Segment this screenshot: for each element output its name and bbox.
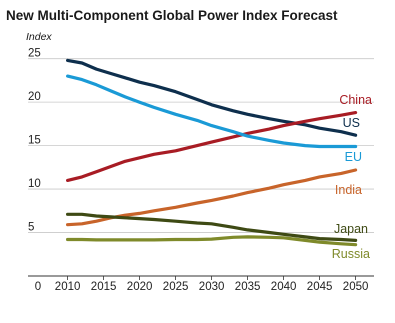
x-tick-label: 2045 — [306, 281, 333, 293]
y-tick-label: 10 — [28, 178, 41, 191]
tick-labels — [28, 48, 368, 293]
y-axis-label: Index — [26, 31, 52, 43]
series-labels — [332, 93, 372, 261]
x-tick-label: 2030 — [198, 281, 225, 293]
y-tick-label: 15 — [28, 134, 41, 147]
x-tick-label: 2010 — [54, 281, 81, 293]
series-label-us: US — [342, 116, 360, 130]
chart-title: New Multi-Component Global Power Index Forecast — [6, 8, 338, 23]
x-tick-label: 2035 — [234, 281, 261, 293]
axes — [28, 276, 374, 280]
x-tick-label: 2020 — [126, 281, 153, 293]
x-tick-label: 2015 — [90, 281, 117, 293]
series-label-china: China — [339, 93, 372, 107]
series-label-india: India — [334, 183, 362, 197]
series-lines — [68, 60, 356, 244]
series-label-eu: EU — [344, 150, 362, 164]
series-label-russia: Russia — [331, 247, 370, 261]
series-line-japan — [68, 214, 356, 240]
x-tick-label: 2050 — [342, 281, 369, 293]
series-line-eu — [68, 76, 356, 146]
y-tick-label: 5 — [28, 221, 35, 234]
x-tick-label: 0 — [34, 281, 42, 293]
x-tick-label: 2025 — [162, 281, 189, 293]
x-tick-label: 2040 — [270, 281, 297, 293]
y-tick-label: 25 — [28, 47, 41, 60]
y-tick-label: 20 — [28, 91, 41, 104]
series-label-japan: Japan — [333, 222, 368, 236]
